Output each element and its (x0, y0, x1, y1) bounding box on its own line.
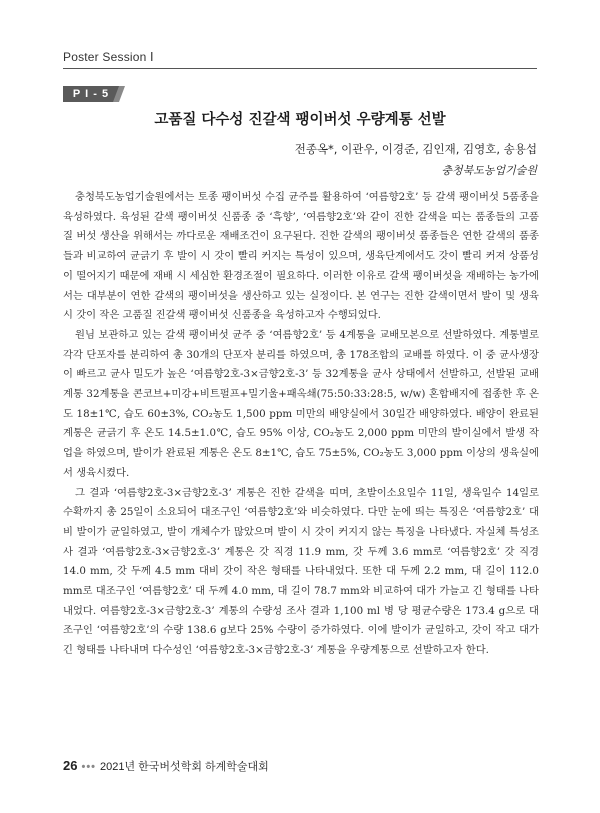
footer-dots: ••• (81, 761, 97, 773)
paragraph-intro: 충청북도농업기술원에서는 토종 팽이버섯 수집 균주를 활용하여 ‘여름향2호’ 등 갈색 팽이버섯 5품종을 육성하였다. 육성된 갈색 팽이버섯 신품종 중 ‘흑향’, ‘여름향2호’와 같이 진한 갈색을 띠는 품종들의 고품질 버섯 생산을 위해서는 까다로운 재배조건이 요구된다. 진한 갈색의 팽이버섯 품종들은 연한 갈색의 품종들과 비교하여 균긁기 후 발이 시 갓이 빨리 커지는 특성이 있으며, 생육단계에서도 갓이 빨리 커져 상품성이 떨어지기 때문에 재배 시 세심한 환경조절이 필요하다. 이러한 이유로 갈색 팽이버섯을 재배하는 농가에서는 대부분이 연한 갈색의 팽이버섯을 생산하고 있는 실정이다. 본 연구는 진한 갈색이면서 발이 및 생육 시 갓이 작은 고품질 진갈색 팽이버섯 신품종을 육성하고자 수행되었다. (63, 191, 539, 322)
affiliation: 충청북도농업기술원 (441, 164, 537, 177)
header-rule (63, 68, 537, 69)
abstract-body (63, 188, 539, 661)
paragraph-results: 그 결과 ‘여름향2호-3×금향2호-3’ 계통은 진한 갈색을 띠며, 초발이소요일수 11일, 생육일수 14일로 수확까지 총 25일이 소요되어 대조구인 ‘여름향2호’와 비슷하였다. 다만 눈에 띄는 특징은 ‘여름향2호’ 대비 발이가 균일하였고, 발이 개체수가 많았으며 발이 시 갓이 커지지 않는 특징을 나타냈다. 자실체 특성조사 결과 ‘여름향2호-3×금향2호-3’ 계통은 갓 직경 11.9 mm, 갓 두께 3.6 mm로 ‘여름향2호’ 갓 직경 14.0 mm, 갓 두께 4.5 mm 대비 갓이 작은 형태를 나타내었다. 또한 대 두께 2.2 mm, 대 길이 112.0 mm로 대조구인 ‘여름향2호’ 대 두께 4.0 mm, 대 길이 78.7 mm와 비교하여 대가 가늘고 긴 형태를 나타내었다. 여름향2호-3×금향2호-3’ 계통의 수량성 조사 결과 1,100 ml 병 당 평균수량은 173.4 g으로 대조구인 ‘여름향2호’의 수량 138.6 g보다 25% 수량이 증가하였다. 이에 발이가 균일하고, 갓이 작고 대가 긴 형태를 나타내며 다수성인 ‘여름향2호-3×금향2호-3’ 계통을 우량계통으로 선발하고자 한다. (63, 486, 539, 657)
paper-title: 고품질 다수성 진갈색 팽이버섯 우량계통 선발 (154, 112, 446, 128)
author-list: 전종옥*, 이관우, 이경준, 김인재, 김영호, 송용섭 (294, 142, 537, 156)
poster-code: P I - 5 (72, 88, 110, 100)
page-number: 26 (63, 758, 78, 773)
paragraph-methods: 원님 보관하고 있는 갈색 팽이버섯 균주 중 ‘여름향2호’ 등 4계통을 교배모본으로 선발하였다. 계통별로 각각 단포자를 분리하여 총 30개의 단포자 분리를 하였으며, 총 178조합의 교배를 하였다. 이 중 균사생장이 빠르고 균사 밀도가 높은 ‘여름향2호-3×금향2호-3’ 등 32계통을 균사 상태에서 선발하고, 선발된 교배계통 32계통을 콘코브+미강+비트펄프+밀기울+패옥쇄(75:50:33:28:5, w/w) 혼합배지에 접종한 후 온도 18±1℃, 습도 60±3%, CO₂농도 1,500 ppm 미만의 배양실에서 30일간 배양하였다. 배양이 완료된 계통은 균긁기 후 온도 14.5±1.0℃, 습도 95% 이상, CO₂농도 2,000 ppm 미만의 발이실에서 발생 작업을 하였으며, 발이가 완료된 계통은 온도 8±1℃, 습도 75±5%, CO₂농도 3,000 ppm 이상의 생육실에서 생육시켰다. (63, 328, 539, 479)
page-footer (63, 758, 269, 774)
event-name: 2021년 한국버섯학회 하계학술대회 (100, 761, 269, 773)
running-header: Poster Session Ⅰ (63, 50, 154, 64)
